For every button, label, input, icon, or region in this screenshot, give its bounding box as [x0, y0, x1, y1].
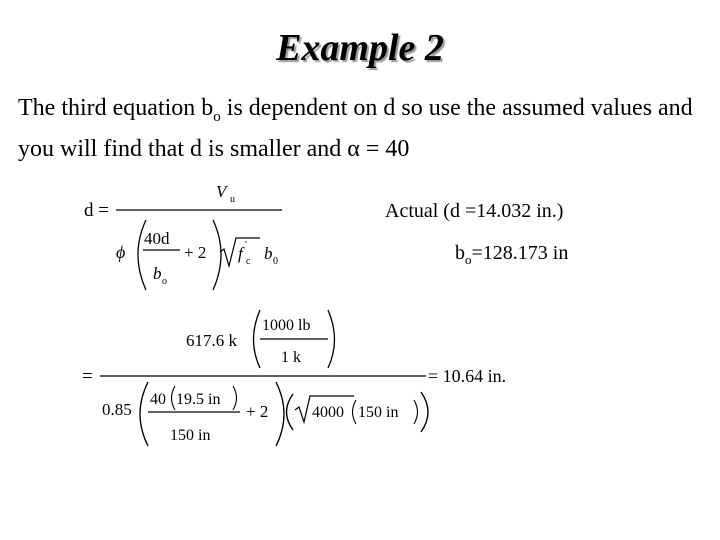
- actual-d-note: Actual (d =14.032 in.): [385, 200, 564, 222]
- formula-d: [80, 182, 300, 301]
- right-paren: [213, 220, 221, 290]
- root-value: 4000: [312, 404, 344, 421]
- numerator-v: V: [216, 182, 227, 201]
- conv-left-paren: [254, 310, 261, 368]
- term-denominator: 150 in: [170, 427, 211, 444]
- fc-symbol: f: [238, 244, 243, 263]
- result-value: = 10.64 in.: [428, 366, 507, 386]
- term-num-40: 40: [150, 391, 166, 408]
- term-right-paren: [276, 382, 284, 446]
- formula-d-lhs: d =: [84, 200, 109, 221]
- term-left-paren: [140, 382, 148, 446]
- inner-den-b: b: [153, 264, 162, 283]
- b0-sub: 0: [273, 256, 278, 267]
- term-inner-right-paren: [233, 386, 237, 410]
- paragraph-text-2: is dependent on d so use the assumed values and you will find that d is smaller and: [18, 95, 693, 162]
- b0-symbol: b: [264, 244, 273, 263]
- paragraph-text-1: The third equation b: [18, 95, 214, 121]
- eval-equals: =: [82, 366, 93, 387]
- perim-right-paren: [414, 400, 418, 424]
- phi-symbol: ϕ: [116, 242, 126, 262]
- numerator-v-sub: u: [230, 194, 235, 205]
- actual-bo-note: [455, 242, 568, 268]
- alpha-symbol: α: [347, 136, 360, 162]
- formula-evaluation: [78, 306, 528, 457]
- term-num-195: 19.5 in: [176, 391, 221, 408]
- conv-numerator: 1000 lb: [262, 317, 311, 334]
- paragraph-text-3: = 40: [359, 136, 410, 162]
- bo-value: =128.173 in: [471, 242, 569, 264]
- body-paragraph: [18, 92, 708, 165]
- fc-sub: c: [246, 256, 251, 267]
- bo-prefix: b: [455, 242, 465, 264]
- eval-plus-two: + 2: [246, 402, 269, 421]
- inner-num-40d: 40d: [144, 229, 170, 248]
- load-value: 617.6 k: [186, 331, 237, 350]
- conv-denominator: 1 k: [281, 349, 301, 366]
- slide-title: Example 2: [276, 27, 444, 69]
- conv-right-paren: [328, 310, 335, 368]
- inner-den-sub: o: [162, 276, 167, 287]
- perimeter-value: 150 in: [358, 404, 399, 421]
- perim-left-paren: [353, 400, 357, 424]
- factor-085: 0.85: [102, 400, 132, 419]
- term-inner-left-paren: [172, 386, 176, 410]
- subscript-o: o: [213, 109, 221, 125]
- root-left-paren: [287, 394, 294, 430]
- root-right-paren: [421, 392, 428, 432]
- fc-prime: ′: [245, 240, 248, 251]
- bo-subscript: o: [465, 252, 472, 267]
- plus-two: + 2: [184, 243, 207, 262]
